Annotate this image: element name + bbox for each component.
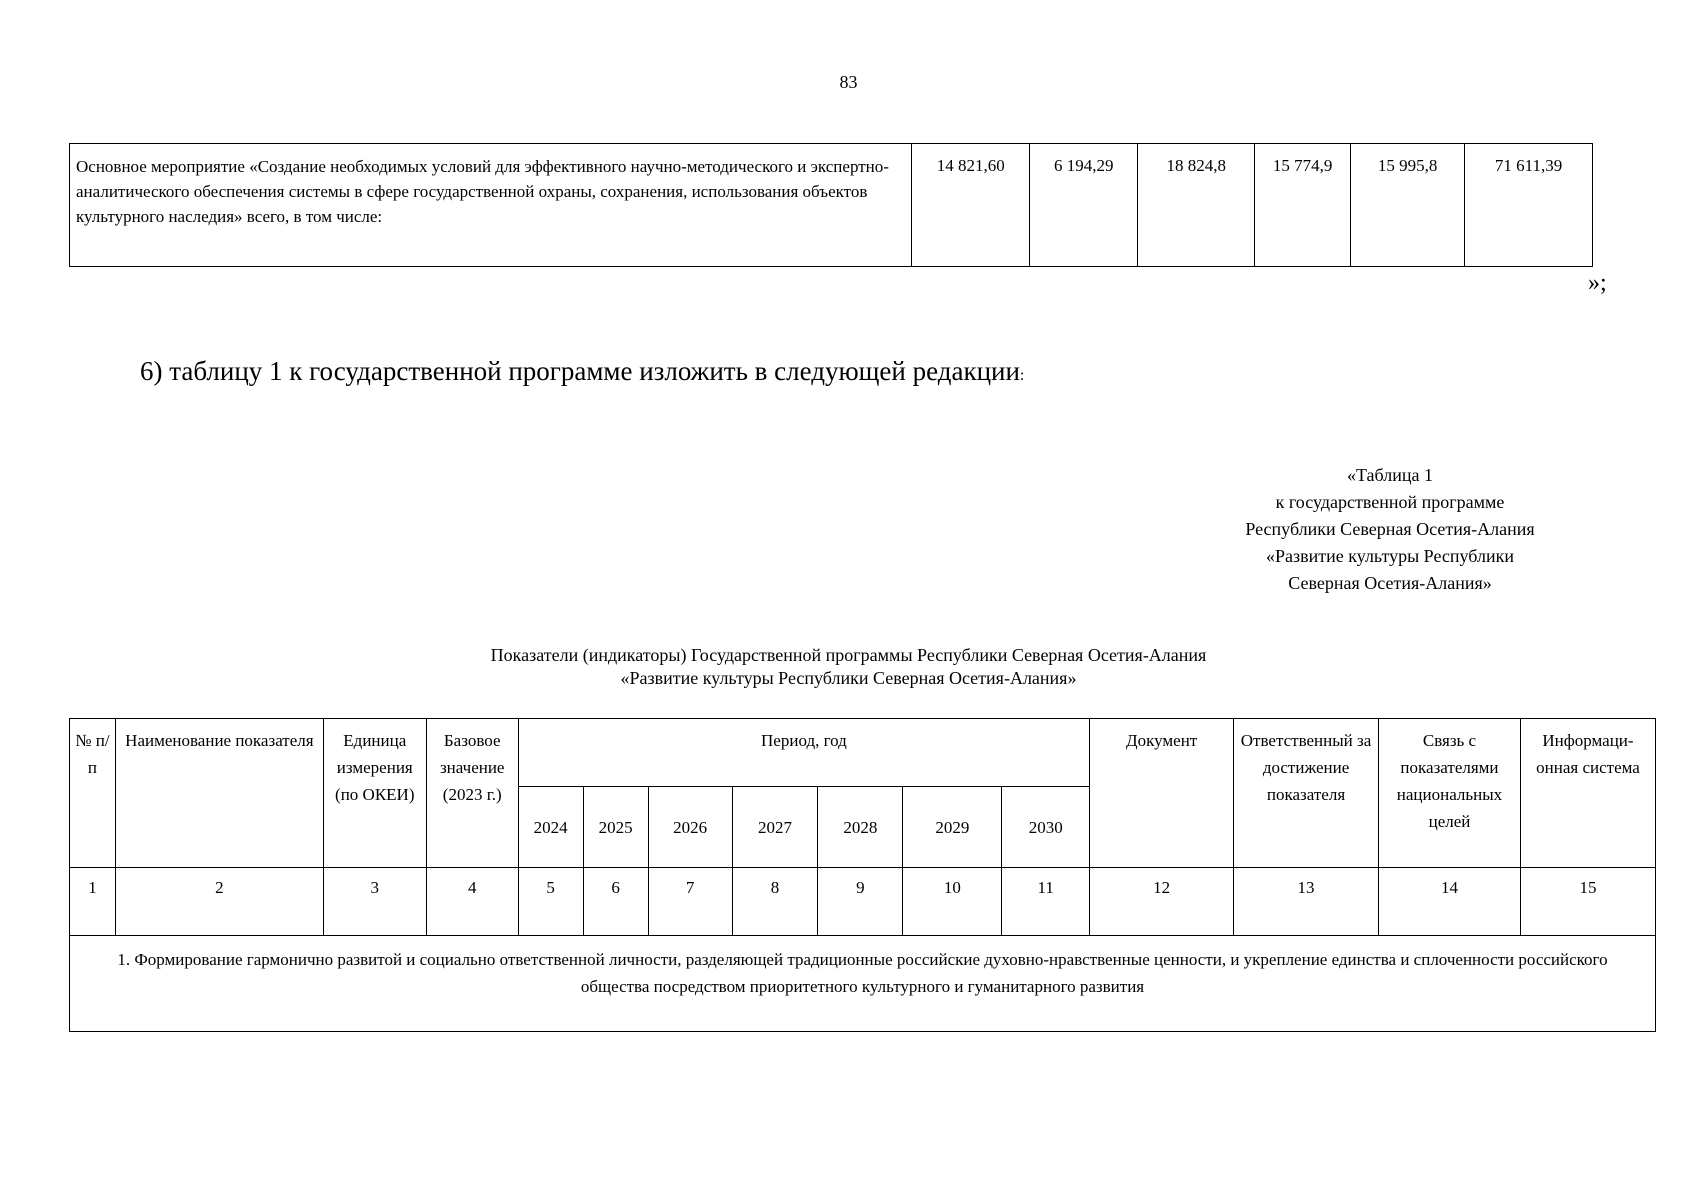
column-number: 6 xyxy=(583,868,648,936)
section-row xyxy=(70,936,1656,1032)
table-header-row xyxy=(70,719,1656,787)
column-number: 9 xyxy=(818,868,903,936)
header-responsible: Ответственный за достижение показателя xyxy=(1234,719,1379,868)
funding-value: 15 774,9 xyxy=(1255,144,1351,267)
table-heading xyxy=(0,644,1697,690)
column-number: 5 xyxy=(518,868,583,936)
caption-line: «Развитие культуры Республики xyxy=(1266,546,1514,566)
header-period: Период, год xyxy=(518,719,1089,787)
caption-line: к государственной программе xyxy=(1275,492,1505,512)
heading-line: «Развитие культуры Республики Северная Осетия-Алания» xyxy=(620,668,1077,688)
header-unit: Единица измерения (по ОКЕИ) xyxy=(323,719,426,868)
column-number: 13 xyxy=(1234,868,1379,936)
column-number: 1 xyxy=(70,868,116,936)
header-name: Наименование показателя xyxy=(115,719,323,868)
column-number: 4 xyxy=(426,868,518,936)
page-number: 83 xyxy=(839,72,858,92)
funding-value: 6 194,29 xyxy=(1030,144,1138,267)
activity-name: Основное мероприятие «Создание необходимых условий для эффективного научно-методического и экспертно-аналитического обеспечения системы в сфере государственной охраны, сохранения, использования объектов культурного наследия» всего, в том числе: xyxy=(70,144,912,267)
table-row xyxy=(70,144,1593,267)
column-number: 2 xyxy=(115,868,323,936)
caption-line: Северная Осетия-Алания» xyxy=(1288,573,1492,593)
header-base: Базовое значение (2023 г.) xyxy=(426,719,518,868)
funding-value: 18 824,8 xyxy=(1138,144,1255,267)
column-number: 15 xyxy=(1520,868,1655,936)
column-number: 3 xyxy=(323,868,426,936)
column-number: 8 xyxy=(732,868,818,936)
header-year: 2030 xyxy=(1002,787,1090,868)
funding-value: 14 821,60 xyxy=(912,144,1030,267)
funding-value: 15 995,8 xyxy=(1351,144,1465,267)
closing-quote: »; xyxy=(1588,270,1607,296)
header-year: 2025 xyxy=(583,787,648,868)
funding-total: 71 611,39 xyxy=(1465,144,1593,267)
header-year: 2024 xyxy=(518,787,583,868)
amendment-text: 6) таблицу 1 к государственной программе изложить в следующей редакции xyxy=(140,356,1020,386)
funding-table xyxy=(69,143,1593,267)
header-info: Информаци-онная система xyxy=(1520,719,1655,868)
amendment-colon: : xyxy=(1019,367,1025,384)
column-number-row xyxy=(70,868,1656,936)
column-number: 12 xyxy=(1090,868,1234,936)
table-caption xyxy=(1180,462,1600,597)
column-number: 11 xyxy=(1002,868,1090,936)
column-number: 10 xyxy=(903,868,1002,936)
header-year: 2029 xyxy=(903,787,1002,868)
column-number: 14 xyxy=(1379,868,1521,936)
heading-line: Показатели (индикаторы) Государственной программы Республики Северная Осетия-Алания xyxy=(490,645,1207,665)
section-title: 1. Формирование гармонично развитой и социально ответственной личности, разделяющей традиционные российские духовно-нравственные ценности, и укрепление единства и сплоченности российского общества посредством приоритетного культурного и гуманитарного развития xyxy=(70,936,1656,1032)
header-year: 2026 xyxy=(648,787,732,868)
caption-line: Республики Северная Осетия-Алания xyxy=(1245,519,1535,539)
header-year: 2027 xyxy=(732,787,818,868)
column-number: 7 xyxy=(648,868,732,936)
caption-line: «Таблица 1 xyxy=(1347,465,1433,485)
header-link: Связь с показателями национальных целей xyxy=(1379,719,1521,868)
header-year: 2028 xyxy=(818,787,903,868)
header-num: № п/п xyxy=(70,719,116,868)
amendment-paragraph xyxy=(140,356,1024,387)
header-document: Документ xyxy=(1090,719,1234,868)
indicators-table xyxy=(69,718,1656,1032)
